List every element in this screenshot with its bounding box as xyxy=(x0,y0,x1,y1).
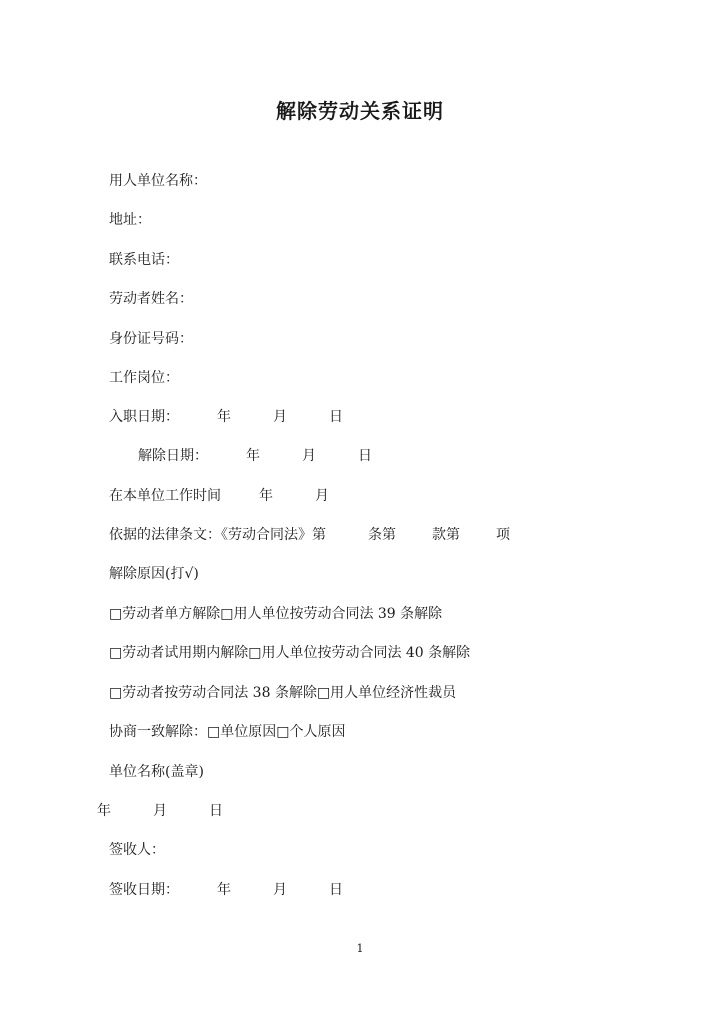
address-line xyxy=(109,211,151,229)
signer-line xyxy=(109,841,165,859)
tiao-di: 条第 xyxy=(368,527,396,543)
sign-month: 月 xyxy=(273,882,287,898)
unit-seal-label: 单位名称(盖章) xyxy=(109,764,204,780)
signer-label: 签收人： xyxy=(109,842,165,858)
address-label: 地址： xyxy=(109,212,151,228)
kuan-di: 款第 xyxy=(432,527,460,543)
reason-option-line-2 xyxy=(109,644,470,662)
seal-date-line xyxy=(97,802,223,820)
position-label: 工作岗位： xyxy=(109,370,179,386)
legal-basis-label: 依据的法律条文：《劳动合同法》第 xyxy=(109,527,326,543)
reason-option-line-1 xyxy=(109,605,442,623)
release-day: 日 xyxy=(358,448,372,464)
employer-name-label: 用人单位名称： xyxy=(109,173,207,189)
work-time-label: 在本单位工作时间 xyxy=(109,488,221,504)
work-time-year: 年 xyxy=(259,488,273,504)
entry-date-line xyxy=(109,408,343,426)
release-year: 年 xyxy=(246,448,260,464)
xiang: 项 xyxy=(496,527,510,543)
sign-year: 年 xyxy=(217,882,231,898)
reason-label: 解除原因(打√) xyxy=(109,566,199,582)
reason-label-line xyxy=(109,565,199,583)
entry-year: 年 xyxy=(217,409,231,425)
release-month: 月 xyxy=(302,448,316,464)
release-date-label: 解除日期： xyxy=(138,448,208,464)
negotiation-options: 协商一致解除：□单位原因□个人原因 xyxy=(109,724,346,740)
entry-date-label: 入职日期： xyxy=(109,409,179,425)
employer-name-line xyxy=(109,172,207,190)
sign-date-line xyxy=(109,881,343,899)
page-number: 1 xyxy=(356,942,364,955)
reason-options-1: □劳动者单方解除□用人单位按劳动合同法 39 条解除 xyxy=(109,606,443,622)
negotiation-line xyxy=(109,723,345,741)
document-title: 解除劳动关系证明 xyxy=(276,99,444,123)
work-time-line xyxy=(109,487,329,505)
sign-date-label: 签收日期： xyxy=(109,882,179,898)
phone-line xyxy=(109,251,179,269)
reason-option-line-3 xyxy=(109,684,456,702)
id-number-line xyxy=(109,330,193,348)
worker-name-line xyxy=(109,290,193,308)
phone-label: 联系电话： xyxy=(109,252,179,268)
release-date-line xyxy=(138,447,372,465)
legal-basis-line xyxy=(109,526,510,544)
position-line xyxy=(109,369,179,387)
seal-day: 日 xyxy=(209,803,223,819)
entry-day: 日 xyxy=(329,409,343,425)
worker-name-label: 劳动者姓名： xyxy=(109,291,193,307)
id-number-label: 身份证号码： xyxy=(109,331,193,347)
entry-month: 月 xyxy=(273,409,287,425)
work-time-month: 月 xyxy=(315,488,329,504)
seal-year: 年 xyxy=(97,803,111,819)
unit-seal-line xyxy=(109,763,204,781)
sign-day: 日 xyxy=(329,882,343,898)
seal-month: 月 xyxy=(153,803,167,819)
reason-options-2: □劳动者试用期内解除□用人单位按劳动合同法 40 条解除 xyxy=(109,645,471,661)
reason-options-3: □劳动者按劳动合同法 38 条解除□用人单位经济性裁员 xyxy=(109,685,457,701)
